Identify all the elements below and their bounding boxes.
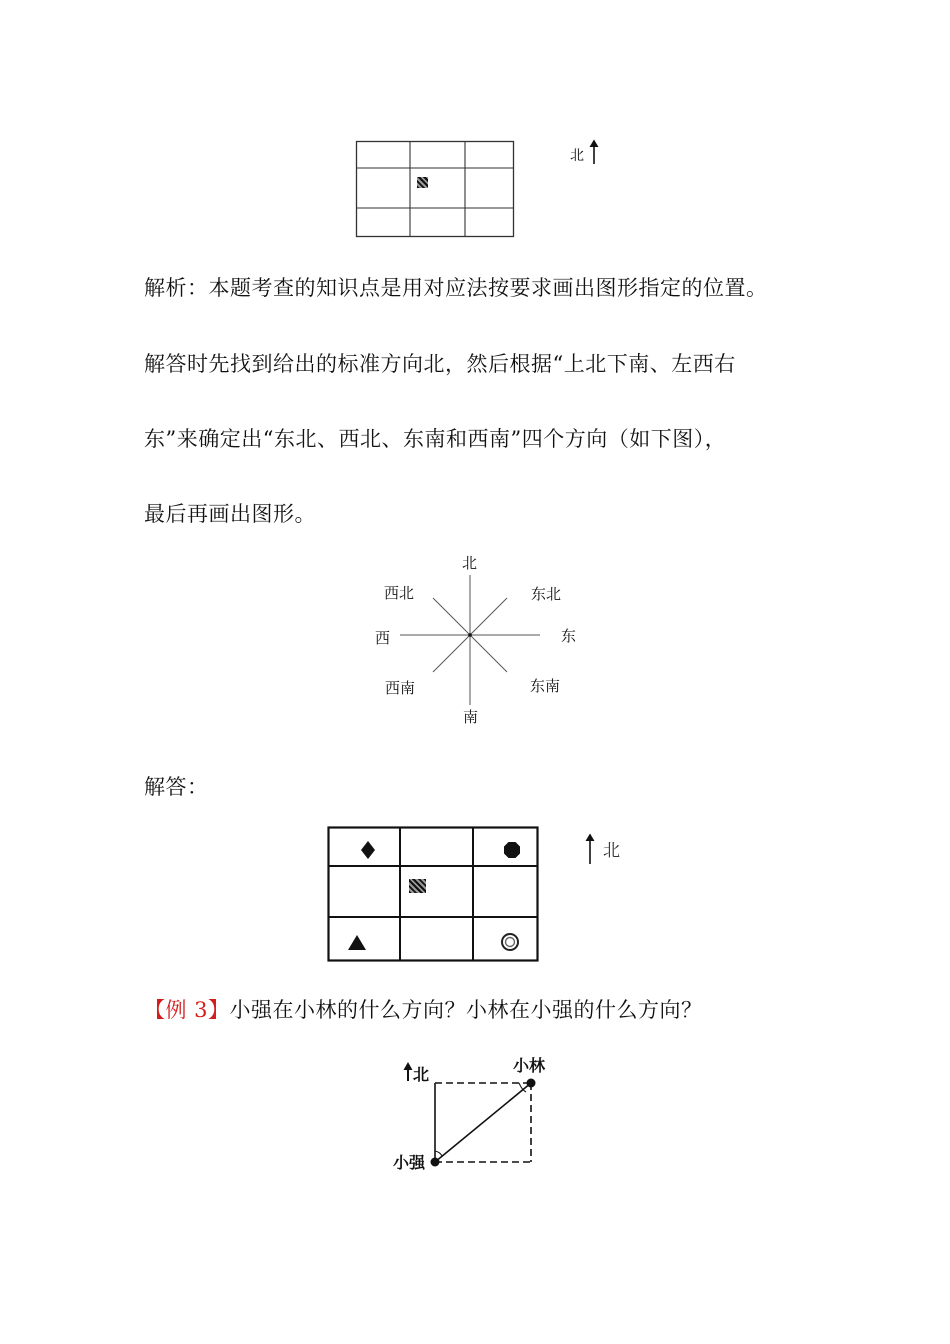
compass-west: 西	[375, 629, 391, 647]
explanation-line-1: 解析：本题考查的知识点是用对应法按要求画出图形指定的位置。	[144, 276, 768, 300]
explanation-line-3: 东”来确定出“东北、西北、东南和西南”四个方向（如下图），	[144, 427, 727, 451]
answer-label: 解答：	[144, 775, 209, 799]
example3-north-label: 北	[413, 1065, 430, 1084]
figure1-north-label: 北	[570, 148, 584, 164]
triangle-marker-icon	[347, 934, 367, 951]
person-xiaolin-label: 小林	[513, 1056, 546, 1075]
compass-southeast: 东南	[530, 677, 561, 695]
figure1-grid	[355, 140, 517, 240]
compass-rose	[400, 570, 540, 710]
compass-northeast: 东北	[531, 585, 562, 603]
octagon-marker-icon	[503, 841, 521, 859]
answer-north-arrow-icon	[584, 833, 596, 865]
explanation-line-4: 最后再画出图形。	[144, 502, 316, 526]
compass-south: 南	[463, 708, 479, 726]
compass-north: 北	[462, 554, 478, 572]
diamond-marker-icon	[359, 840, 377, 860]
compass-northwest: 西北	[384, 584, 415, 602]
answer-north-label: 北	[603, 841, 620, 861]
double-circle-marker-icon	[500, 932, 520, 952]
hatched-square-marker	[409, 879, 426, 893]
example3-question: 小强在小林的什么方向？小林在小强的什么方向？	[229, 998, 703, 1022]
example3-tag: 【例 3】	[144, 998, 230, 1022]
example3-question-line	[144, 995, 703, 1025]
person-xiaoqiang-label: 小强	[393, 1153, 426, 1172]
compass-east: 东	[561, 627, 577, 645]
hatched-square-marker	[417, 177, 428, 188]
compass-southwest: 西南	[385, 679, 416, 697]
explanation-line-2: 解答时先找到给出的标准方向北，然后根据“上北下南、左西右	[144, 352, 736, 376]
figure1-north-arrow-icon	[588, 139, 600, 165]
